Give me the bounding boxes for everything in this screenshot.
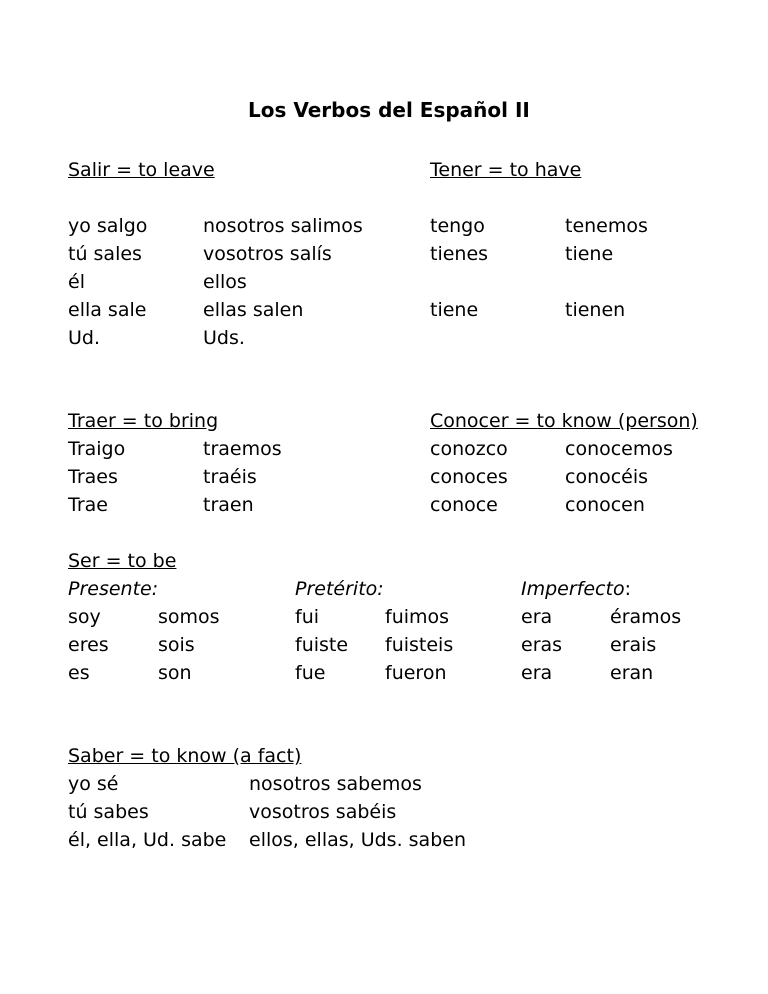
ser-preterito-cell: fue (295, 662, 326, 684)
ser-presente-cell: soy (68, 606, 101, 628)
ser-heading: Ser = to be (68, 550, 177, 572)
ser-imperfecto-cell: erais (610, 634, 657, 656)
conocer-cell: conoces (430, 466, 508, 488)
ser-preterito-cell: fuisteis (385, 634, 454, 656)
salir-heading: Salir = to leave (68, 159, 215, 181)
traer-cell: traemos (203, 438, 282, 460)
salir-cell: nosotros salimos (203, 215, 363, 237)
conocer-cell: conocéis (565, 466, 649, 488)
saber-heading: Saber = to know (a fact) (68, 745, 302, 767)
salir-cell: vosotros salís (203, 243, 332, 265)
traer-cell: Traigo (68, 438, 126, 460)
ser-presente-cell: sois (158, 634, 195, 656)
salir-cell: Uds. (203, 327, 245, 349)
ser-imperfecto-cell: era (521, 606, 553, 628)
tener-cell: tienen (565, 299, 626, 321)
traer-cell: traéis (203, 466, 257, 488)
ser-imperfecto-label (521, 578, 631, 600)
ser-presente-label: Presente: (68, 578, 159, 600)
traer-heading: Traer = to bring (68, 410, 219, 432)
ser-preterito-cell: fuimos (385, 606, 450, 628)
tener-cell: tienes (430, 243, 489, 265)
salir-cell: ella sale (68, 299, 147, 321)
traer-cell: Traes (68, 466, 118, 488)
ser-presente-cell: eres (68, 634, 109, 656)
conocer-heading: Conocer = to know (person) (430, 410, 698, 432)
traer-cell: traen (203, 494, 254, 516)
ser-imperfecto-cell: eras (521, 634, 563, 656)
ser-preterito-cell: fuiste (295, 634, 349, 656)
salir-cell: Ud. (68, 327, 101, 349)
tener-cell: tengo (430, 215, 485, 237)
ser-preterito-cell: fui (295, 606, 320, 628)
ser-imperfecto-colon: : (624, 578, 631, 600)
ser-imperfecto-label-text: Imperfecto (521, 578, 625, 600)
ser-preterito-cell: fueron (385, 662, 447, 684)
saber-cell: él, ella, Ud. sabe (68, 829, 227, 851)
salir-cell: él (68, 271, 85, 293)
ser-presente-cell: somos (158, 606, 220, 628)
salir-cell: tú sales (68, 243, 142, 265)
ser-imperfecto-cell: era (521, 662, 553, 684)
saber-cell: yo sé (68, 773, 119, 795)
ser-preterito-label: Pretérito: (295, 578, 384, 600)
saber-cell: vosotros sabéis (249, 801, 397, 823)
salir-cell: ellas salen (203, 299, 304, 321)
salir-cell: yo salgo (68, 215, 148, 237)
conocer-cell: conocemos (565, 438, 673, 460)
saber-cell: nosotros sabemos (249, 773, 422, 795)
ser-imperfecto-cell: eran (610, 662, 654, 684)
tener-cell: tiene (430, 299, 479, 321)
traer-cell: Trae (68, 494, 108, 516)
conocer-cell: conoce (430, 494, 498, 516)
ser-imperfecto-cell: éramos (610, 606, 682, 628)
saber-cell: ellos, ellas, Uds. saben (249, 829, 466, 851)
ser-presente-cell: son (158, 662, 192, 684)
conocer-cell: conozco (430, 438, 508, 460)
tener-cell: tiene (565, 243, 614, 265)
conocer-cell: conocen (565, 494, 645, 516)
tener-cell: tenemos (565, 215, 648, 237)
page-title: Los Verbos del Español II (248, 98, 530, 122)
ser-presente-cell: es (68, 662, 90, 684)
saber-cell: tú sabes (68, 801, 149, 823)
tener-heading: Tener = to have (430, 159, 582, 181)
salir-cell: ellos (203, 271, 247, 293)
